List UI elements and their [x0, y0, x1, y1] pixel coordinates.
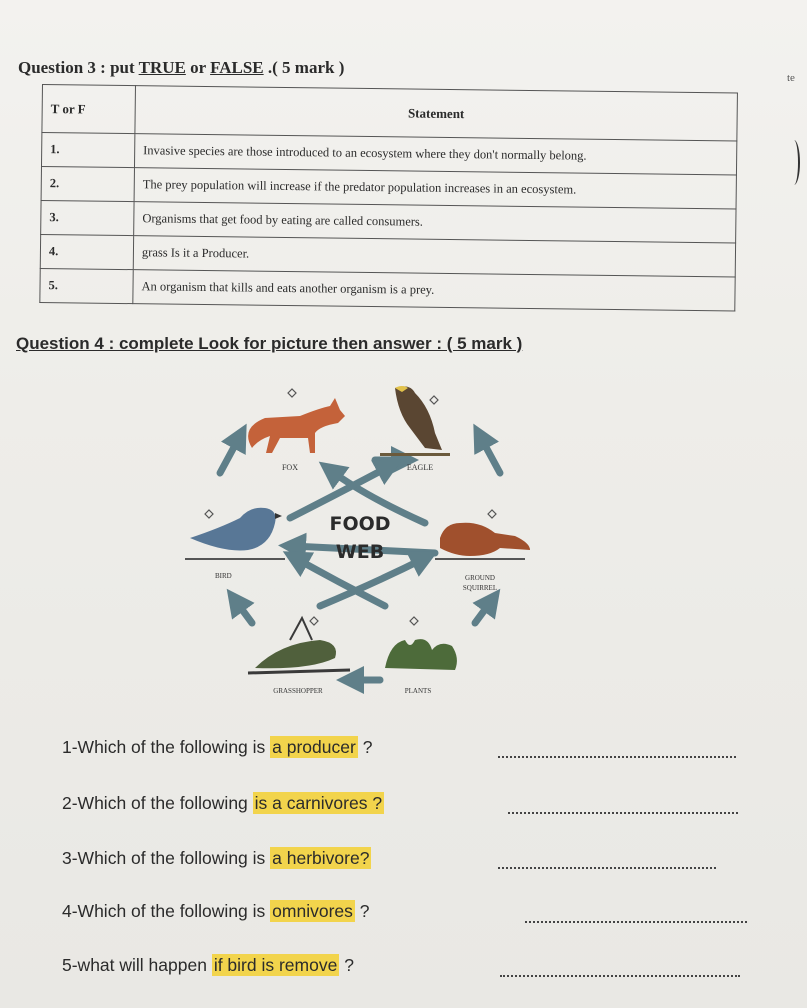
question-text: 2-Which of the following: [62, 793, 253, 813]
question-text: 3-Which of the following is: [62, 848, 271, 868]
bird-label: BIRD: [215, 572, 232, 580]
question-3: [62, 848, 371, 869]
answer-cell-2[interactable]: [41, 166, 134, 201]
side-bracket: [788, 140, 800, 185]
statement-cell: grass Is it a Producer.: [133, 236, 735, 277]
row-number: 1.: [50, 142, 60, 157]
answer-cell-4[interactable]: [40, 234, 133, 269]
answer-line-4[interactable]: [525, 921, 747, 923]
squirrel-illustration: [435, 523, 530, 560]
q3-true-word: TRUE: [138, 58, 186, 77]
answer-line-5[interactable]: [500, 975, 740, 977]
statement-cell: Organisms that get food by eating are called consumers.: [134, 202, 736, 243]
header-statement: Statement: [135, 86, 738, 141]
question-text: 4-Which of the following is: [62, 901, 271, 921]
q3-false-word: FALSE: [210, 58, 264, 77]
grasshopper-label: GRASSHOPPER: [273, 687, 323, 695]
question-4-title: Question 4 : complete Look for picture then answer : ( 5 mark ): [16, 334, 523, 353]
question-5: [62, 955, 354, 976]
true-false-table: [39, 84, 738, 311]
question-3-title: [18, 58, 344, 78]
question-1: [62, 737, 372, 758]
sparkle-icon: [410, 617, 418, 625]
answer-cell-1[interactable]: [41, 133, 134, 168]
sparkle-icon: [488, 510, 496, 518]
arrow-bird-to-fox: [220, 436, 240, 473]
question-suffix: ?: [354, 901, 370, 921]
food-web-line2: WEB: [335, 541, 385, 563]
food-web-line1: FOOD: [329, 513, 391, 535]
grasshopper-illustration: [248, 618, 350, 673]
fox-illustration: [248, 398, 345, 453]
arrow-grasshopper-to-bird: [235, 600, 252, 623]
row-number: 2.: [49, 176, 60, 191]
eagle-label: EAGLE: [406, 463, 434, 472]
table-header-row: [42, 85, 738, 141]
answer-line-1[interactable]: [498, 756, 736, 758]
question-suffix: ?: [339, 955, 354, 975]
statement-cell: The prey population will increase if the predator population increases in an ecosystem.: [134, 168, 736, 209]
sparkle-icon: [310, 617, 318, 625]
question-suffix: ?: [357, 737, 373, 757]
eagle-illustration: [380, 386, 450, 456]
plants-illustration: [385, 639, 457, 670]
squirrel-label-line1: GROUND: [465, 574, 495, 582]
header-t-or-f: T or F: [42, 85, 136, 134]
answer-cell-3[interactable]: [41, 200, 134, 235]
answer-line-3[interactable]: [498, 867, 716, 869]
highlighted-term: omnivores: [272, 901, 353, 921]
answer-cell-5[interactable]: [40, 268, 133, 303]
question-4: [62, 901, 370, 922]
row-number: 4.: [48, 244, 59, 259]
squirrel-label-line2: SQUIRREL: [462, 584, 498, 592]
food-web-diagram: [170, 378, 550, 708]
table-row: [40, 268, 735, 310]
sparkle-icon: [430, 396, 438, 404]
q3-title-suffix: .( 5 mark ): [263, 58, 345, 77]
question-2: [62, 793, 384, 814]
highlighted-term: if bird is remove: [213, 955, 338, 975]
highlighted-term: a herbivore?: [272, 848, 370, 868]
q3-title-prefix: Question 3 : put: [18, 58, 139, 77]
q3-or-word: or: [185, 58, 211, 77]
answer-line-2[interactable]: [508, 812, 738, 814]
highlighted-term: a producer: [272, 737, 356, 757]
row-number: 5.: [48, 278, 59, 293]
row-number: 3.: [49, 210, 59, 225]
highlighted-term: is a carnivores ?: [254, 793, 383, 813]
sparkle-icon: [205, 510, 213, 518]
corner-text: te: [787, 72, 795, 84]
sparkle-icon: [288, 389, 296, 397]
fox-label: FOX: [281, 463, 299, 472]
question-text: 1-Which of the following is: [62, 737, 271, 757]
bird-illustration: [185, 508, 285, 560]
statement-cell: An organism that kills and eats another organism is a prey.: [133, 270, 735, 311]
question-text: 5-what will happen: [62, 955, 212, 975]
arrow-eagle-lower: [480, 436, 500, 473]
statement-cell: Invasive species are those introduced to an ecosystem where they don't normally belong.: [134, 134, 736, 175]
arrow-plants-to-squirrel: [475, 600, 492, 623]
plants-label: PLANTS: [404, 687, 432, 695]
